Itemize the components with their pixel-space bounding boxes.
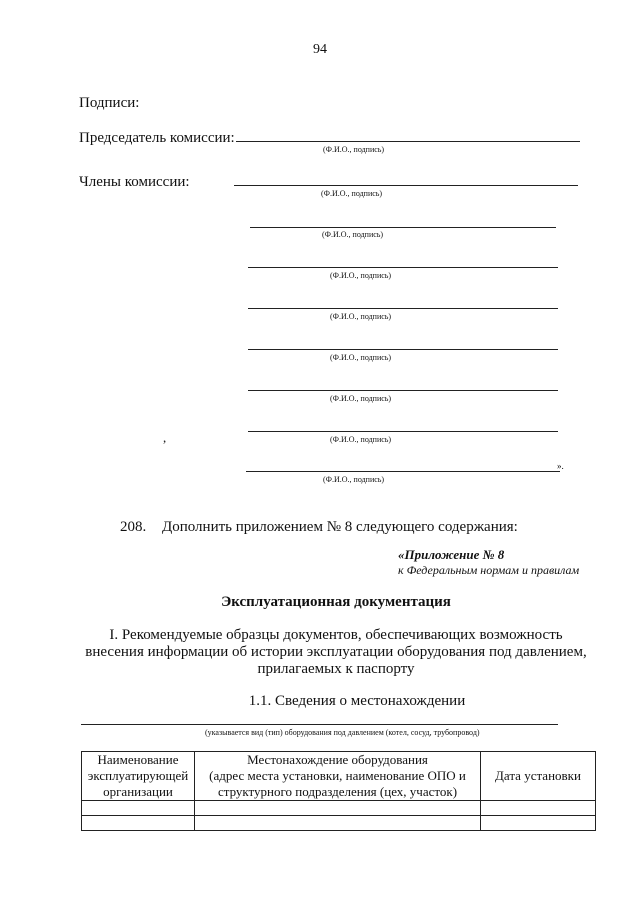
table-cell[interactable] — [195, 816, 481, 831]
member-signature-line-5 — [248, 349, 558, 350]
member-caption-6: (Ф.И.О., подпись) — [330, 394, 392, 403]
equipment-type-line — [81, 724, 558, 725]
header-location-line-3: структурного подразделения (цех, участок) — [217, 784, 458, 799]
table-cell[interactable] — [82, 801, 195, 816]
member-signature-line-4 — [248, 308, 558, 309]
header-install-date-line-1: Дата установки — [495, 768, 581, 783]
member-caption-2: (Ф.И.О., подпись) — [322, 230, 384, 239]
member-signature-line-2 — [250, 227, 556, 228]
chairman-caption: (Ф.И.О., подпись) — [323, 145, 385, 154]
table-cell[interactable] — [195, 801, 481, 816]
header-organization-line-3: организации — [103, 784, 173, 799]
member-signature-line-3 — [248, 267, 558, 268]
part-title-line-1: I. Рекомендуемые образцы документов, обеспечивающих возможность — [109, 627, 563, 643]
member-signature-line-7 — [248, 431, 558, 432]
table-header-row — [82, 752, 596, 801]
member-caption-7: (Ф.И.О., подпись) — [330, 435, 392, 444]
member-caption-5: (Ф.И.О., подпись) — [330, 353, 392, 362]
table-cell[interactable] — [82, 816, 195, 831]
header-organization — [82, 752, 195, 801]
part-title-line-2: внесения информации об истории эксплуатации оборудования под давлением, — [85, 644, 587, 660]
member-caption-8: (Ф.И.О., подпись) — [323, 475, 385, 484]
member-signature-line-1 — [234, 185, 578, 186]
table-row — [82, 801, 596, 816]
header-install-date — [481, 752, 596, 801]
member-caption-1: (Ф.И.О., подпись) — [321, 189, 383, 198]
header-location-line-1: Местонахождение оборудования — [247, 752, 428, 767]
closing-quote: ». — [557, 461, 564, 471]
member-caption-4: (Ф.И.О., подпись) — [330, 312, 392, 321]
header-organization-line-1: Наименование — [97, 752, 179, 767]
table-row — [82, 816, 596, 831]
members-label: Члены комиссии: — [79, 174, 190, 190]
page-number: 94 — [313, 42, 327, 57]
member-caption-3: (Ф.И.О., подпись) — [330, 271, 392, 280]
appendix-title: «Приложение № 8 — [398, 547, 505, 562]
stray-comma: , — [163, 430, 167, 445]
amendment-number: 208. — [120, 519, 147, 535]
chairman-signature-line — [236, 141, 580, 142]
header-location-line-2: (адрес места установки, наименование ОПО и — [209, 768, 466, 783]
header-organization-line-2: эксплуатирующей — [87, 768, 189, 783]
signatures-title: Подписи: — [79, 95, 140, 111]
table-cell[interactable] — [481, 801, 596, 816]
member-signature-line-6 — [248, 390, 558, 391]
equipment-caption: (указывается вид (тип) оборудования под давлением (котел, сосуд, трубопровод) — [205, 728, 480, 737]
part-title-line-3: прилагаемых к паспорту — [257, 661, 415, 677]
section-title: Эксплуатационная документация — [221, 594, 451, 610]
chairman-label: Председатель комиссии: — [79, 130, 235, 146]
subsection-title: 1.1. Сведения о местонахождении — [248, 693, 466, 709]
amendment-text: Дополнить приложением № 8 следующего содержания: — [162, 519, 518, 535]
header-location — [195, 752, 481, 801]
appendix-subtitle: к Федеральным нормам и правилам — [398, 563, 580, 577]
location-table — [81, 751, 596, 831]
member-signature-line-8 — [246, 471, 560, 472]
table-cell[interactable] — [481, 816, 596, 831]
